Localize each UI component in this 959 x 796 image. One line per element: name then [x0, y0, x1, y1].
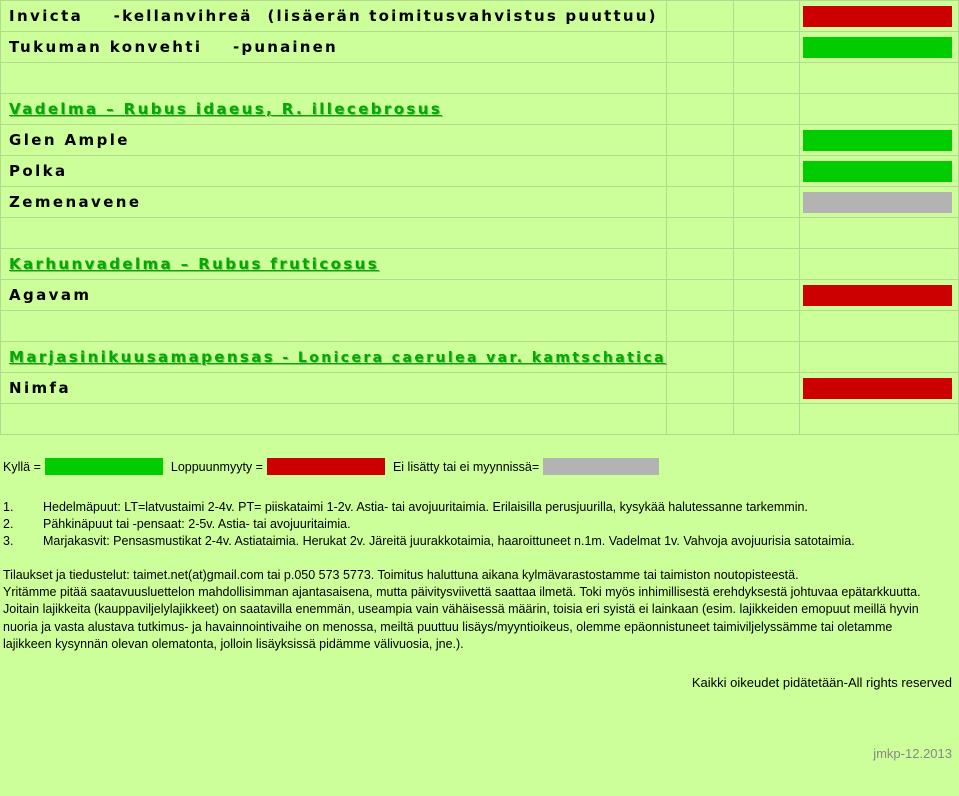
info-line-4: nuoria ja vasta alustava tutkimus- ja havainnointivaihe on menossa, meiltä puuttuu lisäys/myyntioikeus, olemme epäonnistuneet taimiviljelyssämme tai oletamme: [3, 620, 893, 634]
name-cell: [1, 63, 667, 94]
status-cell: [800, 187, 959, 218]
status-bar-green: [803, 161, 952, 182]
name-cell: [1, 32, 667, 63]
empty-cell: [666, 311, 733, 342]
variety-row: [1, 280, 959, 311]
variety-row: [1, 32, 959, 63]
status-cell: [800, 311, 959, 342]
status-bar-green: [803, 130, 952, 151]
status-bar-red: [803, 378, 952, 399]
variety-name: [1, 193, 666, 211]
status-cell: [800, 1, 959, 32]
empty-cell: [733, 311, 800, 342]
status-cell: [800, 156, 959, 187]
spacer-row: [1, 218, 959, 249]
empty-cell: [666, 1, 733, 32]
variety-row: [1, 187, 959, 218]
variety-row: [1, 125, 959, 156]
genus-heading-row: [1, 342, 959, 373]
info-line-3: Joitain lajikkeita (kauppaviljelylajikkeet) on saatavilla enemmän, useampia vain vähäisessä määrin, toisia eri syistä ei lainkaan (esim. lajikkeiden emopuut meillä hyvin: [3, 602, 919, 616]
name-text: Invicta: [9, 7, 84, 25]
name-text: Polka: [9, 162, 68, 180]
name-cell: [1, 218, 667, 249]
empty-cell: [733, 373, 800, 404]
variety-row: [1, 373, 959, 404]
status-bar-green: [803, 37, 952, 58]
variety-name: [1, 7, 666, 25]
status-cell: [800, 249, 959, 280]
variety-name: [1, 162, 666, 180]
empty-cell: [733, 32, 800, 63]
info-line-2: Yritämme pitää saatavuusluettelon mahdollisimman ajantasaisena, mutta päivitysviivettä saattaa ilmetä. Toki myös inhimillisestä erehdyksestä johtuvaa epätarkkuutta.: [3, 585, 921, 599]
status-cell: [800, 32, 959, 63]
name-cell: [1, 404, 667, 435]
status-cell: [800, 404, 959, 435]
name-text: Nimfa: [9, 379, 71, 397]
status-cell: [800, 218, 959, 249]
genus-name: [1, 255, 666, 273]
empty-cell: [666, 187, 733, 218]
variety-name: [1, 286, 666, 304]
empty-cell: [666, 342, 733, 373]
empty-cell: [733, 94, 800, 125]
status-bar-red: [803, 285, 952, 306]
status-legend: [3, 458, 667, 475]
name-cell: [1, 125, 667, 156]
empty-cell: [666, 218, 733, 249]
name-cell: [1, 280, 667, 311]
empty-cell: [733, 249, 800, 280]
genus-heading-row: [1, 94, 959, 125]
empty-cell: [733, 187, 800, 218]
empty-cell: [733, 63, 800, 94]
info-line-1: Tilaukset ja tiedustelut: taimet.net(at)gmail.com tai p.050 573 5773. Toimitus haluttuna aikana kylmävarastostamme tai taimiston noutopisteestä.: [3, 568, 799, 582]
legend-not-added-label: Ei lisätty tai ei myynnissä=: [392, 459, 540, 474]
empty-cell: [666, 249, 733, 280]
status-cell: [800, 94, 959, 125]
variety-note: -punainen: [232, 38, 338, 56]
status-cell: [800, 280, 959, 311]
name-text: Zemenavene: [9, 193, 142, 211]
empty-cell: [666, 63, 733, 94]
name-cell: [1, 342, 667, 373]
variety-row: [1, 1, 959, 32]
name-text: Glen Ample: [9, 131, 130, 149]
genus-name: [1, 100, 666, 118]
info-line-5: lajikkeen kysynnän olevan olematonta, jolloin lisäyksissä pidämme välivuosia, jne.).: [3, 637, 464, 651]
empty-cell: [733, 404, 800, 435]
empty-cell: [733, 125, 800, 156]
note-2: 2. Pähkinäpuut tai -pensaat: 2-5v. Astia- tai avojuuritaimia.: [3, 517, 351, 531]
name-cell: [1, 1, 667, 32]
status-cell: [800, 373, 959, 404]
empty-cell: [666, 280, 733, 311]
empty-cell: [666, 32, 733, 63]
variety-name: [1, 379, 666, 397]
legend-green-swatch: [45, 458, 163, 475]
spacer-row: [1, 404, 959, 435]
note-3: 3. Marjakasvit: Pensasmustikat 2-4v. Astiataimia. Herukat 2v. Järeitä juurakkotaimia, haaroittuneet n.1m. Vadelmat 1v. Vahvoja avojuurisia satotaimia.: [3, 534, 855, 548]
legend-red-swatch: [267, 458, 385, 475]
name-cell: [1, 94, 667, 125]
genus-heading-row: [1, 249, 959, 280]
name-cell: [1, 311, 667, 342]
legend-yes-label: Kyllä =: [3, 459, 41, 474]
empty-cell: [666, 373, 733, 404]
variety-note: -kellanvihreä (lisäerän toimitusvahvistus puuttuu): [113, 7, 658, 25]
empty-cell: [666, 125, 733, 156]
empty-cell: [733, 218, 800, 249]
variety-row: [1, 156, 959, 187]
empty-cell: [733, 342, 800, 373]
document-stamp: jmkp-12.2013: [873, 746, 952, 761]
variety-name: [1, 131, 666, 149]
empty-cell: [733, 1, 800, 32]
status-bar-gray: [803, 192, 952, 213]
name-text: Agavam: [9, 286, 92, 304]
name-cell: [1, 156, 667, 187]
variety-name: [1, 38, 666, 56]
status-cell: [800, 342, 959, 373]
note-1: 1. Hedelmäpuut: LT=latvustaimi 2-4v. PT= piiskataimi 1-2v. Astia- tai avojuuritaimia. Erilaisilla perusjuurilla, kysykää halutessanne tarkemmin.: [3, 500, 808, 514]
name-cell: [1, 187, 667, 218]
spacer-row: [1, 311, 959, 342]
name-text: Tukuman konvehti: [9, 38, 203, 56]
name-text: Karhunvadelma – Rubus fruticosus: [9, 255, 380, 273]
legend-sold-out-label: Loppuunmyyty =: [170, 459, 263, 474]
name-cell: [1, 249, 667, 280]
rights-notice: Kaikki oikeudet pidätetään-All rights reserved: [691, 675, 952, 690]
name-cell: [1, 373, 667, 404]
name-text: Marjasinikuusamapensas: [9, 348, 276, 366]
status-cell: [800, 125, 959, 156]
empty-cell: [733, 156, 800, 187]
status-cell: [800, 63, 959, 94]
name-text: Vadelma – Rubus idaeus, R. illecebrosus: [9, 100, 443, 118]
empty-cell: [733, 280, 800, 311]
genus-name: [1, 348, 666, 366]
empty-cell: [666, 404, 733, 435]
legend-gray-swatch: [543, 458, 659, 475]
empty-cell: [666, 156, 733, 187]
status-bar-red: [803, 6, 952, 27]
empty-cell: [666, 94, 733, 125]
spacer-row: [1, 63, 959, 94]
latin-name: - Lonicera caerulea var. kamtschatica: [275, 350, 666, 366]
